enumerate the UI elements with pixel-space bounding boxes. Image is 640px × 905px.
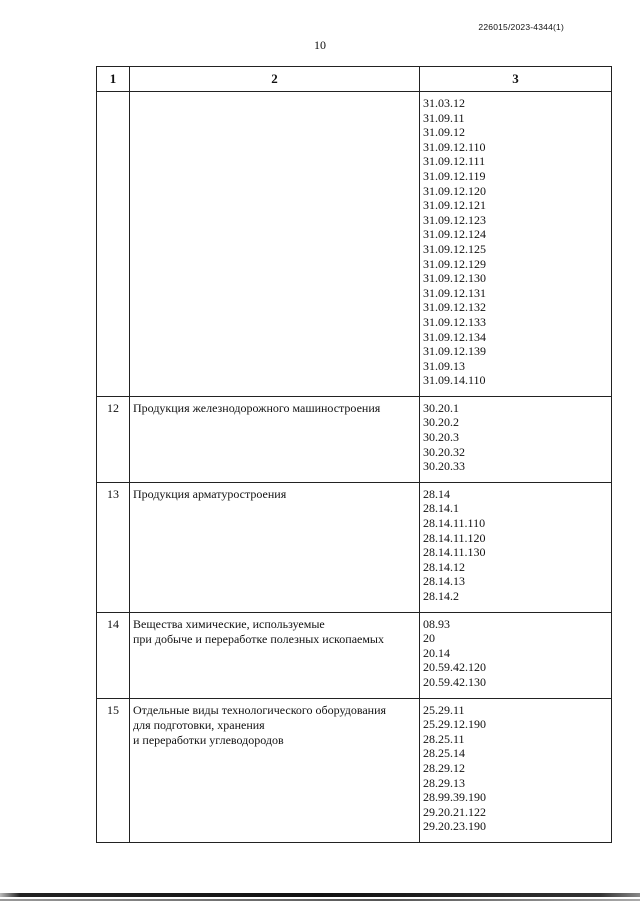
product-name-cell [130,92,420,397]
okpd-code: 28.14.13 [423,574,465,589]
product-name-line: и переработки углеводородов [133,732,284,747]
okpd-code: 31.09.11 [423,110,465,125]
okpd-code: 30.20.3 [423,430,459,445]
okpd-code: 31.09.14.110 [423,373,486,388]
okpd-codes-cell [420,92,612,397]
scan-edge-line-secondary [0,899,640,901]
okpd-code: 28.14 [423,486,450,501]
okpd-code: 20.59.42.120 [423,660,486,675]
table-header-row [97,67,612,92]
okpd-code: 31.09.12.131 [423,285,486,300]
okpd-code: 28.14.12 [423,559,465,574]
table-row [97,698,612,842]
okpd-code: 28.29.12 [423,760,465,775]
okpd-code: 20.59.42.130 [423,674,486,689]
column-header-2: 2 [130,67,420,92]
products-table [96,66,612,843]
okpd-code: 20 [423,631,435,646]
product-name-line: Продукция железнодорожного машиностроения [133,400,381,415]
okpd-code: 28.14.1 [423,501,459,516]
okpd-code: 31.09.12.119 [423,168,486,183]
product-name-line: Отдельные виды технологического оборудования [133,702,387,717]
row-number-cell [97,92,130,397]
okpd-code: 31.09.12.125 [423,241,486,256]
okpd-code: 31.09.12.124 [423,227,486,242]
table-row [97,612,612,698]
table-body [97,92,612,843]
product-name-cell [130,396,420,482]
okpd-code: 29.20.21.122 [423,804,486,819]
okpd-code: 28.99.39.190 [423,790,486,805]
okpd-code: 31.09.12.120 [423,183,486,198]
okpd-code: 31.03.12 [423,96,465,110]
okpd-code: 31.09.12.123 [423,212,486,227]
okpd-code: 28.14.11.120 [423,530,486,545]
okpd-code: 31.09.12.130 [423,271,486,286]
column-header-3: 3 [420,67,612,92]
okpd-code: 08.93 [423,616,450,631]
okpd-code: 31.09.12.111 [423,154,486,169]
product-name-cell [130,612,420,698]
okpd-code: 30.20.33 [423,459,465,474]
okpd-code: 29.20.23.190 [423,819,486,834]
okpd-code: 28.14.11.130 [423,545,486,560]
okpd-code: 31.09.12.134 [423,329,486,344]
okpd-code: 31.09.12.129 [423,256,486,271]
okpd-code: 25.29.12.190 [423,717,486,732]
okpd-code: 31.09.12.121 [423,198,486,213]
okpd-codes-cell [420,698,612,842]
okpd-codes-cell [420,482,612,612]
document-id: 226015/2023-4344(1) [478,22,564,32]
okpd-code: 31.09.12.110 [423,139,486,154]
okpd-code: 31.09.12 [423,125,465,140]
okpd-code: 28.25.11 [423,731,465,746]
table-row [97,396,612,482]
table-row [97,482,612,612]
row-number-cell: 14 [97,612,130,698]
scan-edge-line [0,893,640,897]
okpd-code: 30.20.32 [423,444,465,459]
product-name-cell [130,482,420,612]
okpd-code: 20.14 [423,645,450,660]
okpd-code: 31.09.12.132 [423,300,486,315]
row-number-cell: 15 [97,698,130,842]
product-name-line: Вещества химические, используемые [133,616,325,631]
okpd-code: 28.29.13 [423,775,465,790]
row-number-cell: 13 [97,482,130,612]
okpd-code: 31.09.12.139 [423,344,486,359]
table-row [97,92,612,397]
product-name-line: Продукция арматуростроения [133,486,287,501]
okpd-code: 28.14.11.110 [423,516,486,531]
okpd-code: 28.25.14 [423,746,465,761]
okpd-code: 25.29.11 [423,702,465,717]
okpd-code: 28.14.2 [423,589,459,603]
product-name-line: для подготовки, хранения [133,717,265,732]
okpd-code: 30.20.2 [423,415,459,430]
okpd-code: 30.20.1 [423,400,459,415]
product-name-line: при добыче и переработке полезных ископаемых [133,631,384,646]
okpd-codes-cell [420,396,612,482]
product-name-cell [130,698,420,842]
okpd-code: 31.09.13 [423,358,465,373]
column-header-1: 1 [97,67,130,92]
okpd-codes-cell [420,612,612,698]
page-number: 10 [314,38,326,52]
row-number-cell: 12 [97,396,130,482]
okpd-code: 31.09.12.133 [423,314,486,329]
